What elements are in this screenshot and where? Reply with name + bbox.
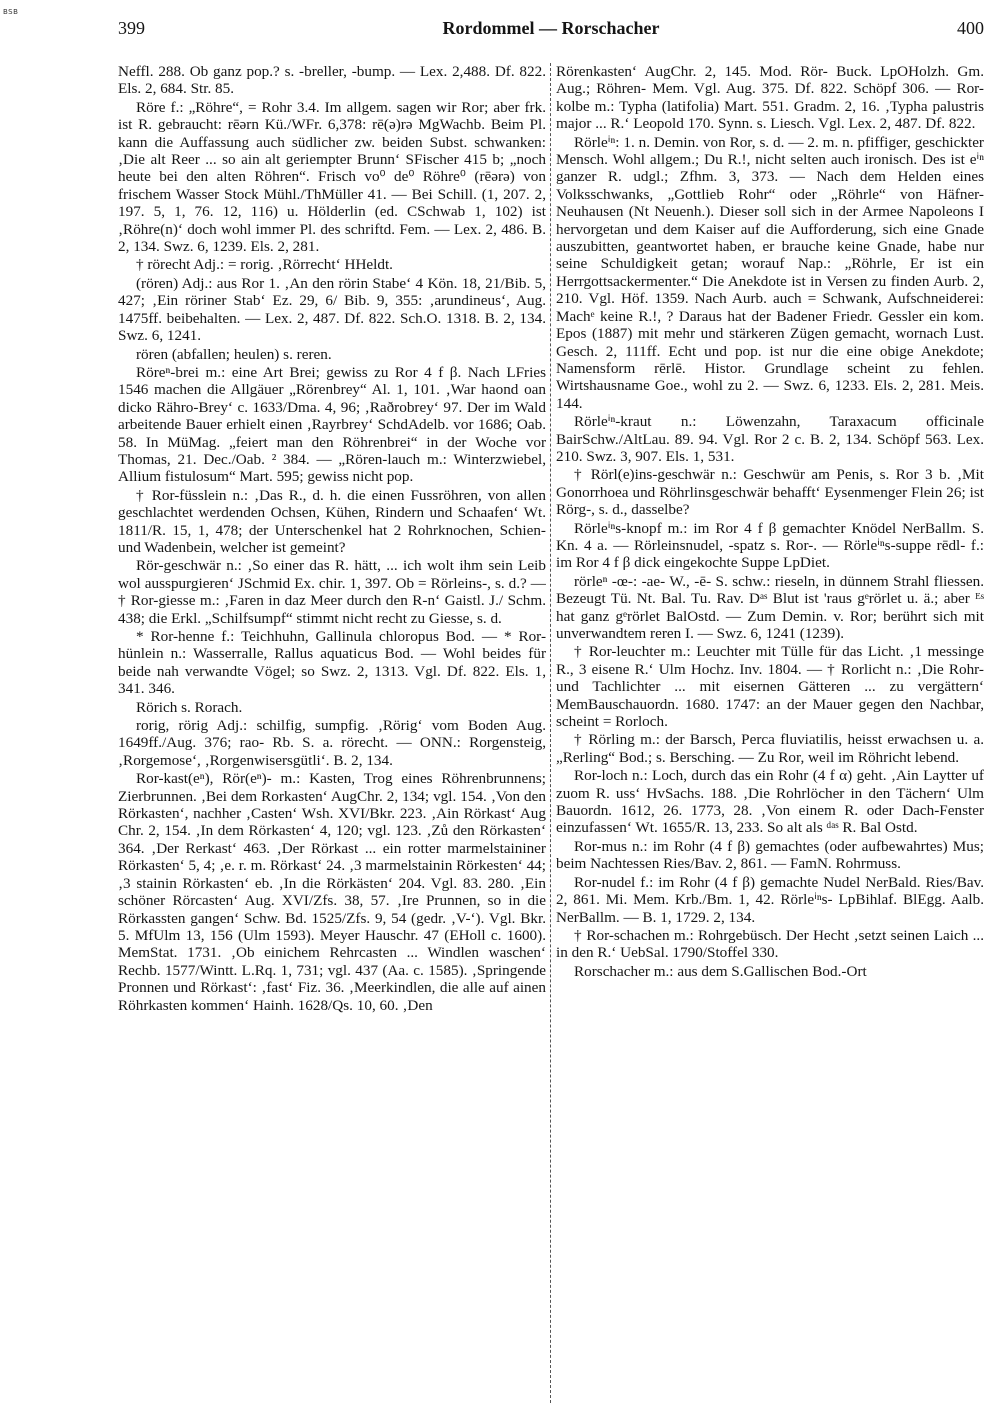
entry-text: rorig, rörig Adj.: schilfig, sumpfig. ‚Rörig‘ vom Boden Aug. 1649ff./Aug. 376; rao- Rb. S. a. rörecht. — ONN.: Rorgensteig, ‚Rorgemose‘, ‚Rorgenwisersgütli‘. B. 2, 134. bbox=[118, 717, 546, 769]
library-stamp: BSB bbox=[3, 8, 19, 16]
entry-text: Rörenkasten‘ AugChr. 2, 145. Mod. Rör- Buck. LpOHolzh. Gm. Aug.; Röhren- Mem. Vgl. Aug. 375. Df. 822. Schöpf 306. — Ror-kolbe m.: Typha (latifolia) Mart. 551. Gradm. 2, 16. ‚Typha palustris major ... R.‘ Leopold 170. Synn. s. Liesch. Vgl. Lex. 2, 487. Df. 822. bbox=[556, 63, 984, 133]
entry-text: Rörleⁱⁿs-knopf m.: im Ror 4 f β gemachter Knödel NerBallm. S. Kn. 4 a. — Rörleinsnudel, -spatz s. Ror-. — Rörleⁱⁿs-suppe rēdl- f.: im Ror 4 f β dick eingekochte Suppe LpDiet. bbox=[556, 519, 984, 572]
entry-text: Rör-geschwär n.: ‚So einer das R. hätt, ... ich wolt ihm sein Leib wol ausspurgieren‘ JSchmid Ex. chir. 1, 397. Ob = Rörleins-, s. d.? — † Ror-giesse m.: ‚Faren in daz Meer durch den R-n‘ Gaistl. J./ Schm. 438; die Erkl. „Schilfsumpf“ stimmt nicht recht zu Giesse, s. d. bbox=[118, 557, 546, 627]
right-column bbox=[556, 63, 984, 1403]
entry-text: * Ror-henne f.: Teichhuhn, Gallinula chloropus Bod. — * Ror-hünlein n.: Wasserralle, Rallus aquaticus Bod. — Wohl beides für beide nah verwandte Vögel; so Swz. 2, 1313. Vgl. Df. 822. Els. 1, 341. 346. bbox=[118, 628, 546, 698]
entry-text: † Ror-füsslein n.: ‚Das R., d. h. die einen Fussröhren, von allen geschlachtet werdenden Ochsen, Kühen, Rindern und Schaafen‘ Wt. 1811/R. 15, 1, 478; der Unterschenkel hat 2 Rohrknochen, Schien- und Wadenbein, welcher ist gemeint? bbox=[118, 486, 546, 556]
entry-text: rören (abfallen; heulen) s. reren. bbox=[136, 345, 332, 363]
entry-text: Ror-kast(eⁿ), Rör(eⁿ)- m.: Kasten, Trog eines Röhrenbrunnens; Zierbrunnen. ‚Bei dem Rorkasten‘ AugChr. 2, 134; vgl. 154. ‚Von den Rörkasten‘, nachher ‚Casten‘ Wsh. XVI/Bkr. 223. ‚Ain Rörkast‘ Aug Chr. 2, 154. ‚In dem Rörkasten‘ 4, 120; vgl. 123. ‚Zů den Rörkasten‘ 364. ‚Der Rerkast‘ 463. ‚Der Rörkast ... ein rotter marmelstaininer Rörkasten‘ 5, 4; ‚e. r. m. Rörkast‘ 24. ‚3 marmelstainin Rörkesten‘ 44; ‚3 stainin Rörkasten‘ eb. ‚In die Rörkästen‘ 204. Vgl. 83. 280. ‚Ein schöner Rörcasten‘ Aug. XVI/Zfs. 38, 57. ‚Ire Prunnen, so in die Rörkassten gangen‘ Schw. Bd. 1525/Zfs. 9, 54 (gedr. ‚V-‘). Vgl. Bkr. 5. MfUlm 13, 156 (Ulm 1593). Meyer Hauschr. 47 (EHoll c. 1600). MemStat. 1731. ‚Ob einichem Rehrcasten ... Windlen waschen‘ Rechb. 1577/Wintt. L.Rq. 1, 731; vgl. 437 (Aa. c. 1585). ‚Springende Pronnen und Rörkast‘: ‚fast‘ Fiz. 36. ‚Meerkindlen, die alle auf ainen Röhrkasten kommen‘ Hainh. 1628/Qs. 10, 60. ‚Den bbox=[118, 770, 546, 1014]
entry-text: Rorschacher m.: aus dem S.Gallischen Bod.-Ort bbox=[574, 962, 867, 980]
entry-text: † Ror-schachen m.: Rohrgebüsch. Der Hecht ‚setzt seinen Laich ... in den R.‘ UebSal. 1790/Stoffel 330. bbox=[556, 926, 984, 962]
left-column bbox=[118, 63, 546, 1403]
entry-text: rörleⁿ -œ-: -ae- W., -ē- S. schw.: rieseln, in dünnem Strahl fliessen. Bezeugt Tü. Nt. Bal. Tu. Rav. Dᵃˢ Blut ist 'raus gᵉrörlet u. ä.; aber ᴱˢ hat ganz gᵉrörlet BalOstd. — Zum Demin. v. Ror; berührt sich mit unverwandtem reren I. — Swz. 6, 1241 (1239). bbox=[556, 572, 984, 642]
entry-text: Rörich s. Rorach. bbox=[136, 698, 243, 716]
entry-text: † Ror-leuchter m.: Leuchter mit Tülle für das Licht. ‚1 messinge R., 3 eisene R.‘ Ulm Hochz. Inv. 1804. — † Rorlicht n.: ‚Die Rohr- und Tachlichter ... mit eisernen Gätteren ... zu vergättern‘ MemBauschauordn. 1680. 1747: an der Mauer gegen den Nachbar, scheint = Rorloch. bbox=[556, 643, 984, 731]
entry-text: Neffl. 288. Ob ganz pop.? s. -breller, -bump. — Lex. 2,488. Df. 822. Els. 2, 684. Str. 85. bbox=[118, 63, 546, 98]
page-number-left: 399 bbox=[118, 18, 145, 38]
entry-text: Ror-loch n.: Loch, durch das ein Rohr (4 f α) geht. ‚Ain Laytter uf zuom R. uss‘ HvSachs. 188. ‚Die Rohrlöcher in den Tächern‘ Ulm Bauordn. 1612, 26. 1773, 28. ‚Von einem R. oder Dach-Fenster einzufassen‘ Wt. 1655/R. 13, 233. So alt als ᵈᵃˢ R. Bal Ostd. bbox=[556, 767, 984, 837]
entry-text: † Rörl(e)ins-geschwär n.: Geschwür am Penis, s. Ror 3 b. ‚Mit Gonorrhoea und Röhrlinsgeschwär behafft‘ Eysenmenger Flein 26; ist Rörg-, s. d., dasselbe? bbox=[556, 466, 984, 519]
entry-text: Rörleⁱⁿ: 1. n. Demin. von Ror, s. d. — 2. m. n. pfiffiger, geschickter Mensch. Wohl allgem.; Du R.!, nicht selten auch ironisch. Des ist eⁱⁿ ganzer R. udgl.; Zfhm. 3, 373. — Nach dem Helden eines Volksschwanks, „Gottlieb Rohr“ oder „Röhrle“ von Häfner-Neuhausen (Nt Neuenh.). Dieser soll sich in der Armee Napoleons I hervorgetan und dem Kaiser auf die Aufforderung, sich eine Gnade auszubitten, geantwortet haben, er brauche keine Gnade, habe nur seine Schuldigkeit getan; worauf Nap.: „Röhrle, Er ist ein Herrgottsackermenter.“ Die Anekdote ist in Versen zu finden Aurb. 2, 210. Vgl. Höf. 1359. Nach Aurb. auch = Schwank, Aufschneiderei: Machᵉ keine R.!, ? Daraus hat der Badener Friedr. Gessler ein kom. Epos (1887) mit mehr und stärkeren Zügen gemacht, wornach Lust. Gesch. 2, 111ff. Echt und pop. ist nur die eine obige Anekdote; Namensform rērlē. Histor. Grundlage scheint zu fehlen. Wirtshausname Goe., wohl zu 2. — Swz. 6, 1233. Els. 2, 281. Meis. 144. bbox=[556, 133, 984, 412]
running-header bbox=[118, 18, 984, 44]
entry-text: Röreⁿ-brei m.: eine Art Brei; gewiss zu Ror 4 f β. Nach LFries 1546 machen die Allgäuer „Rörenbrey“ Al. 1, 101. ‚War haond oan dicko Rähro-Brey‘ c. 1633/Dma. 4, 96; ‚Raðrobrey‘ 97. Der im Wald arbeitende Bauer erhielt einen ‚Rayrbrey‘ SchdAdelb. vor 1686; Oab. 58. In MüMag. „feiert man den Röhrenbrei“ in der Woche vor Thomas, 21. Dec./Oab. ² 384. — „Rören-lauch m.: Winterzwiebel, Allium fistulosum“ Mart. 595; gewiss nicht pop. bbox=[118, 363, 546, 486]
entry-text: † Rörling m.: der Barsch, Perca fluviatilis, heisst erwachsen u. a. „Rerling“ Bod.; s. Bersching. — Zu Ror, weil im Röhricht lebend. bbox=[556, 731, 984, 766]
entry-text: (rören) Adj.: aus Ror 1. ‚An den rörin Stabe‘ 4 Kön. 18, 21/Bib. 5, 427; ‚Ein röriner Stab‘ Ez. 29, 6/ Bib. 9, 355: ‚arundineus‘, Aug. 1475ff. beibehalten. — Lex. 2, 487. Df. 822. Sch.O. 1318. B. 2, 134. Swz. 6, 1241. bbox=[118, 274, 546, 345]
running-head-title: Rordommel — Rorschacher bbox=[442, 18, 660, 38]
entry-text: Röre f.: „Röhre“, = Rohr 3.4. Im allgem. sagen wir Ror; aber frk. ist R. gebraucht: rēərn Kü./WFr. 6,378: rē(ə)rə MgWachb. Beim Pl. kann die Auffassung auch südlicher zw. beiden Subst. schwanken: ‚Die alt Reer ... so ain alt geriempter Brunn‘ SFischer 415 b; „noch heute bei den alten Röhren“. Frisch vo⁰ de⁰ Röhre⁰ (rēərə) von frischem Wasser Stock Mühl./ThMüller 41. — Bei Schill. (1, 207. 2, 197. 5, 1, 76. 12, 116) u. Hölderlin (ed. CSchwab 1, 102) ist ‚Röhre(n)‘ doch wohl immer Pl. des schriftd. Fem. — Lex. 2, 486. B. 2, 134. Swz. 6, 1239. Els. 2, 281. bbox=[118, 98, 546, 256]
page-number-right: 400 bbox=[957, 18, 984, 38]
entry-text: Ror-nudel f.: im Rohr (4 f β) gemachte Nudel NerBald. Ries/Bav. 2, 861. Mi. Mem. Krb./Bm. 1, 42. Rörleⁱⁿs- LpBihlaf. BlEgg. Aalb. NerBallm. — B. 1, 1729. 2, 134. bbox=[556, 873, 984, 926]
column-divider bbox=[550, 63, 551, 1403]
entry-text: † rörecht Adj.: = rorig. ‚Rörrecht‘ HHeldt. bbox=[136, 256, 393, 274]
entry-text: Ror-mus n.: im Rohr (4 f β) gemachtes (oder aufbewahrtes) Mus; beim Nachtessen Ries/Bav. 2, 861. — FamN. Rohrmuss. bbox=[556, 837, 984, 873]
entry-text: Rörleⁱⁿ-kraut n.: Löwenzahn, Taraxacum officinale BairSchw./AltLau. 89. 94. Vgl. Ror 2 c. B. 2, 134. Schöpf 563. Lex. 210. Swz. 3, 907. Els. 1, 531. bbox=[556, 413, 984, 465]
